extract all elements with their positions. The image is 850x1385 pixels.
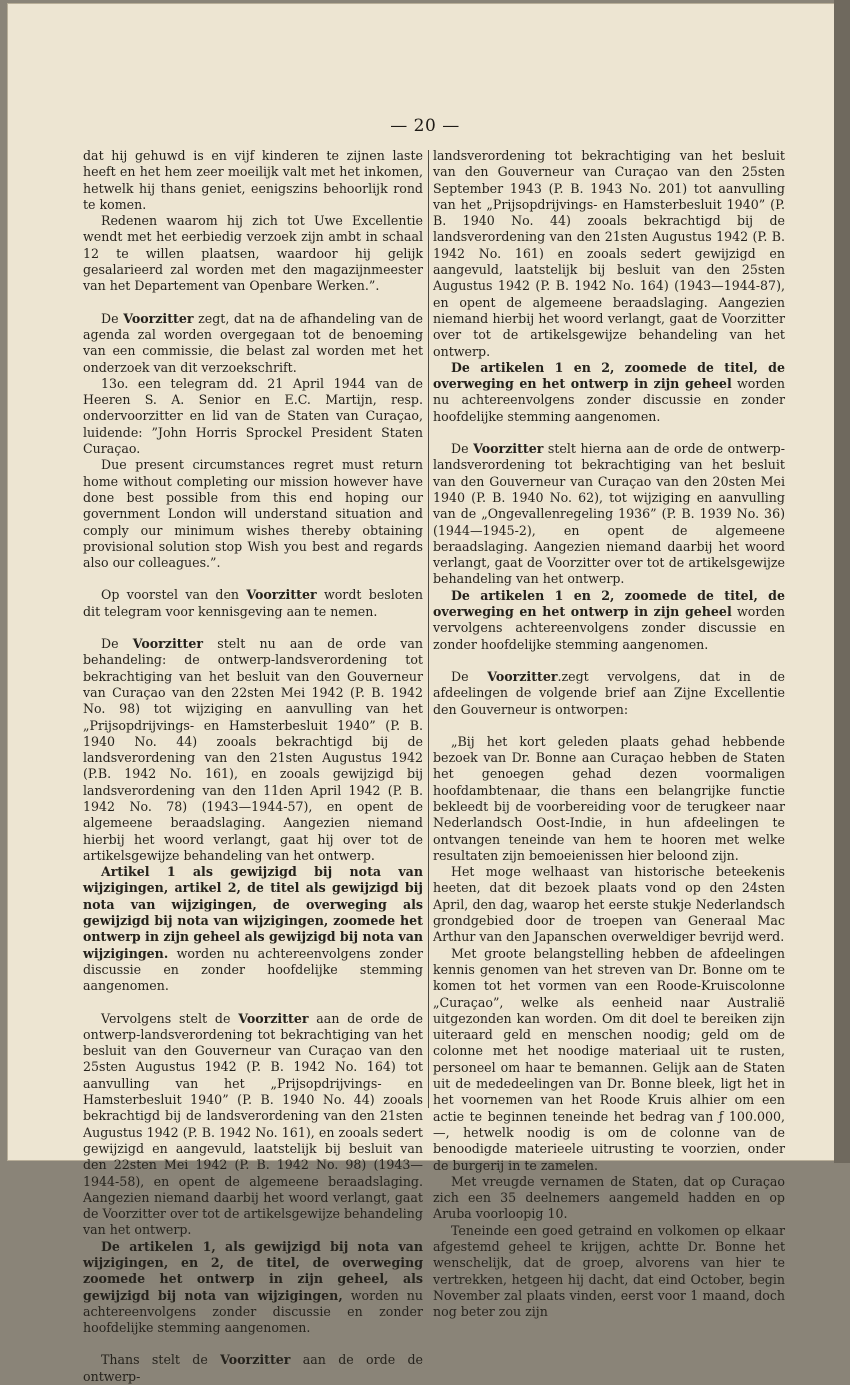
paragraph: De artikelen 1 en 2, zoomede de titel, de overweging en het ontwerp in zijn geheel worden vervolgens achtereenvolgens zonder discussie en zonder hoofdelijke stemming aangenomen. [433,587,785,652]
paragraph: De Voorzitter.zegt vervolgens, dat in de afdeelingen de volgende brief aan Zijne Excellentie den Gouverneur is ontworpen: [433,668,785,717]
paragraph: dat hij gehuwd is en vijf kinderen te zijnen laste heeft en het hem zeer moeilijk valt met het inkomen, hetwelk hij thans geniet, eenigszins behoorlijk rond te komen. [83,148,423,212]
letter-paragraph: Met vreugde vernamen de Staten, dat op Curaçao zich een 35 deelnemers aangemeld hadden en op Aruba voorloopig 10. [433,1173,785,1222]
paragraph: Op voorstel van den Voorzitter wordt besloten dit telegram voor kennisgeving aan te nemen. [83,587,423,619]
letter-paragraph: Teneinde een goed getraind en volkomen op elkaar afgestemd geheel te krijgen, achtte Dr. Bonne het wenschelijk, dat de groep, alvorens van hier te vertrekken, hetgeen hij dacht, dat eind October, begin November zal plaats vinden, eerst voor 1 maand, doch nog beter zou zijn [433,1222,785,1320]
page-number: — 20 — [390,116,460,136]
paragraph: De artikelen 1 en 2, zoomede de titel, de overweging en het ontwerp in zijn geheel worden nu achtereenvolgens zonder discussie en zonder hoofdelijke stemming aangenomen. [433,359,785,424]
paragraph: landsverordening tot bekrachtiging van het besluit van den Gouverneur van Curaçao van den 25sten September 1943 (P. B. 1943 No. 201) tot aanvulling van het „Prijsopdrijvings- en Hamsterbesluit 1940” (P. B. 1940 No. 44) zooals bekrachtigd bij de landsverordening van den 21sten Augustus 1942 (P. B. 1942 No. 161) en zooals sedert gewijzigd en aangevuld, laatstelijk bij besluit van den 25sten Augustus 1942 (P. B. 1942 No. 164) (1943—1944-87), en opent de algemeene beraadslaging. Aangezien niemand hierbij het woord verlangt, gaat de Voorzitter over tot de artikelsgewijze behandeling van het ontwerp. [433,148,785,359]
letter-paragraph: Met groote belangstelling hebben de afdeelingen kennis genomen van het streven van Dr. Bonne om te komen tot het vormen van een Roode-Kruiscolonne „Curaçao”, welke als eenheid naar Australië uitgezonden kan worden. Om dit doel te bereiken zijn uiteraard geld en menschen noodig; geld om de colonne met het noodige materiaal uit te rusten, personeel om haar te bemannen. Gelijk aan de Staten uit de mededeelingen van Dr. Bonne bleek, ligt het in het voornemen van het Roode Kruis alhier om een actie te beginnen teneinde het bedrag van ƒ 100.000,—, hetwelk noodig is om de colonne van de benoodigde materieele uitrusting te voorzien, onder de burgerij in te zamelen. [433,945,785,1173]
right-column [433,148,785,1320]
letter-paragraph: Het moge welhaast van historische beteekenis heeten, dat dit bezoek plaats vond op den 24sten April, den dag, waarop het eerste stukje Nederlandsch grondgebied door de troepen van Generaal Mac Arthur van den Japanschen overweldiger bevrijd werd. [433,864,785,945]
letter-paragraph: „Bij het kort geleden plaats gehad hebbende bezoek van Dr. Bonne aan Curaçao hebben de Staten het genoegen gehad dezen voormaligen hoofdambtenaar, die thans een belangrijke functie bekleedt bij de voorbereiding voor de terugkeer naar Nederlandsch Oost-Indie, in hun afdeelingen te ontvangen teneinde van hem te hooren met welke resultaten zijn bemoeienissen hier beloond zijn. [433,733,785,863]
paragraph: De Voorzitter zegt, dat na de afhandeling van de agenda zal worden overgegaan tot de benoeming van een commissie, die belast zal worden met het onderzoek van dit verzoekschrift. [83,310,423,375]
paragraph: De Voorzitter stelt nu aan de orde van behandeling: de ontwerp-landsverordening tot bekrachtiging van het besluit van den Gouverneur van Curaçao van den 22sten Mei 1942 (P. B. 1942 No. 98) tot wijziging en aanvulling van het „Prijsopdrijvings- en Hamsterbesluit 1940” (P. B. 1940 No. 44) zooals bekrachtigd bij de landsverordening van den 21sten Augustus 1942 (P.B. 1942 No. 161), en zooals gewijzigd bij landsverordening van den 11den April 1942 (P. B. 1942 No. 78) (1943—1944-57), en opent de algemeene beraadslaging. Aangezien niemand hierbij het woord verlangt, gaat hij over tot de artikelsgewijze behandeling van het ontwerp. [83,636,423,863]
paragraph: 13o. een telegram dd. 21 April 1944 van de Heeren S. A. Senior en E.C. Martijn, resp. ondervoorzitter en lid van de Staten van Curaçao, luidende: ”John Horris Sprockel President Staten Curaçao. [83,375,423,457]
column-divider [428,150,429,1108]
paragraph: Thans stelt de Voorzitter aan de orde de ontwerp- [83,1352,423,1384]
paragraph: Artikel 1 als gewijzigd bij nota van wijzigingen, artikel 2, de titel als gewijzigd bij nota van wijzigingen, de overweging als gewijzigd bij nota van wijzigingen, zoomede het ontwerp in zijn geheel als gewijzigd bij nota van wijzigingen. worden nu achtereenvolgens zonder discussie en zonder hoofdelijke stemming aangenomen. [83,864,424,994]
paragraph: Redenen waarom hij zich tot Uwe Excellentie wendt met het eerbiedig verzoek zijn ambt in schaal 12 te willen plaatsen, waardoor hij gelijk gesalarieerd zal worden met den magazijnmeester van het Departement van Openbare Werken.”. [83,213,423,294]
scan-edge [834,0,850,1163]
telegram-text: Due present circumstances regret must return home without completing our mission however have done best possible from this end hoping our government London will understand situation and comply our minimum wishes thereby obtaining provisional solution stop Wish you best and regards also our colleagues.”. [83,457,423,571]
paragraph: De artikelen 1, als gewijzigd bij nota van wijzigingen, en 2, de titel, de overweging zoomede het ontwerp in zijn geheel, als gewijzigd bij nota van wijzigingen, worden nu achtereenvolgens zonder discussie en zonder hoofdelijke stemming aangenomen. [83,1238,423,1336]
paragraph: De Voorzitter stelt hierna aan de orde de ontwerp-landsverordening tot bekrachtiging van het besluit van den Gouverneur van Curaçao van den 20sten Mei 1940 (P. B. 1940 No. 62), tot wijziging en aanvulling van de „Ongevallenregeling 1936” (P. B. 1939 No. 36) (1944—1945-2), en opent de algemeene beraadslaging. Aangezien niemand daarbij het woord verlangt, gaat de Voorzitter over tot de artikelsgewijze behandeling van het ontwerp. [433,441,785,587]
left-column [83,148,423,1385]
paragraph: Vervolgens stelt de Voorzitter aan de orde de ontwerp-landsverordening tot bekrachtiging van het besluit van den Gouverneur van Curaçao van den 25sten Augustus 1942 (P. B. 1942 No. 164) tot aanvulling van het „Prijsopdrijvings- en Hamsterbesluit 1940” (P. B. 1940 No. 44) zooals bekrachtigd bij de landsverordening van den 21sten Augustus 1942 (P. B. 1942 No. 161), en zooals sedert gewijzigd en aangevuld, laatstelijk bij besluit van den 22sten Mei 1942 (P. B. 1942 No. 98) (1943—1944-58), en opent de algemeene beraadslaging. Aangezien niemand daarbij het woord verlangt, gaat de Voorzitter over tot de artikelsgewijze behandeling van het ontwerp. [83,1010,423,1238]
